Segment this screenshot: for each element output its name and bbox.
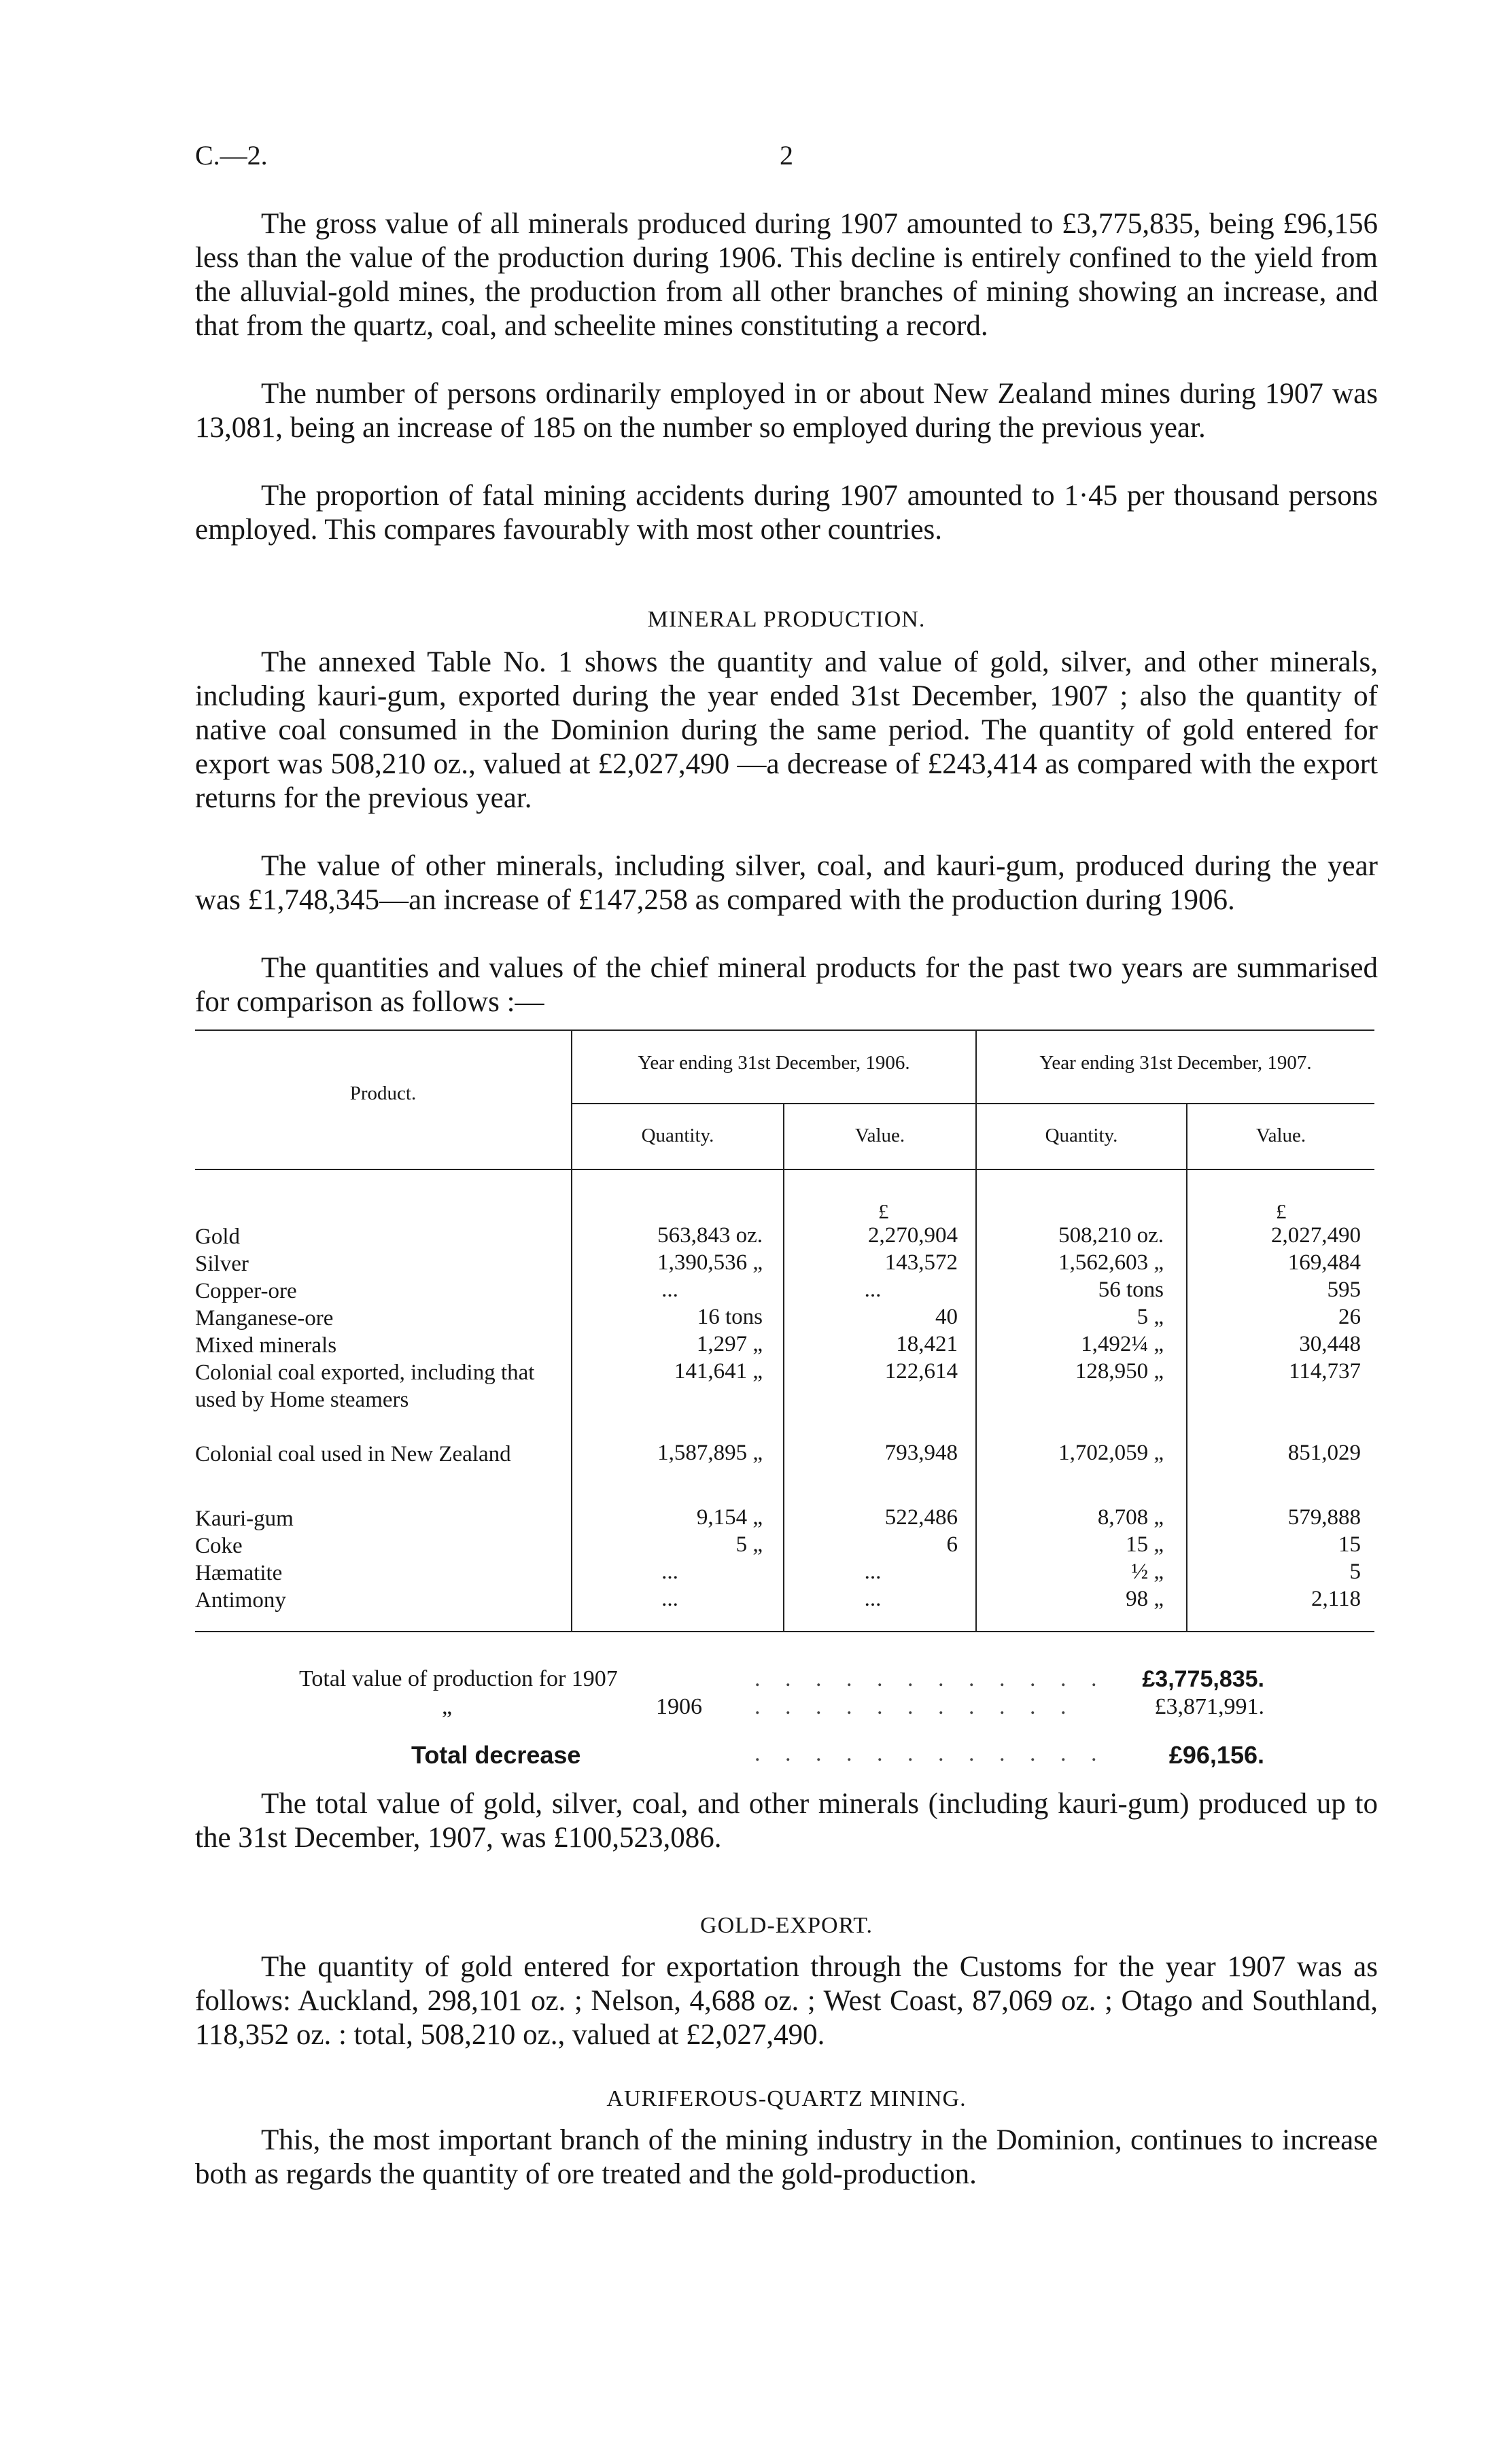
quantity-1907: 56 tons — [1098, 1278, 1164, 1302]
auriferous-quartz-heading: AURIFEROUS-QUARTZ MINING. — [606, 2086, 967, 2111]
product-name: Copper-ore — [195, 1279, 297, 1303]
year-header-rule — [572, 1103, 1374, 1104]
year-1906-header: Year ending 31st December, 1906. — [638, 1052, 910, 1074]
product-name: Coke — [195, 1534, 243, 1558]
quantity-1907: 8,708 „ — [1097, 1505, 1164, 1530]
value-1906: ... — [864, 1587, 882, 1611]
quantity-1906: 1,587,895 „ — [657, 1441, 763, 1465]
product-name: Colonial coal used in New Zealand — [195, 1442, 511, 1466]
dot-leader: . . . . . . . . . . . — [755, 1694, 1076, 1719]
value-1906: ... — [864, 1278, 882, 1302]
product-column-header: Product. — [349, 1083, 417, 1104]
quantity-1907: 128,950 „ — [1075, 1359, 1164, 1384]
quantity-1907: 508,210 oz. — [1058, 1223, 1164, 1248]
value-1906: 6 — [946, 1532, 958, 1557]
value-1907: 595 — [1327, 1278, 1361, 1302]
quantity-1907: 5 „ — [1137, 1305, 1164, 1329]
quantity-1907: 1,492¼ „ — [1081, 1332, 1164, 1356]
header-bottom-rule — [195, 1169, 1374, 1170]
quantity-1906-header: Quantity. — [641, 1125, 714, 1146]
quantity-1907: 1,702,059 „ — [1058, 1441, 1164, 1465]
table-row — [195, 1532, 1374, 1561]
quantity-1906: ... — [661, 1278, 678, 1302]
ditto-mark: „ — [442, 1694, 453, 1719]
quantity-1907: ½ „ — [1131, 1560, 1164, 1584]
value-1906: 2,270,904 — [868, 1223, 958, 1248]
quantity-1906: 1,297 „ — [696, 1332, 763, 1356]
value-1907: 114,737 — [1288, 1359, 1361, 1384]
quantity-1906: 141,641 „ — [674, 1359, 763, 1384]
product-name: Mixed minerals — [195, 1333, 337, 1358]
page-number: 2 — [780, 140, 793, 171]
value-1907: 579,888 — [1287, 1505, 1361, 1530]
total-1906-value: £3,871,991. — [1154, 1694, 1264, 1719]
table-row — [195, 1305, 1374, 1333]
quantity-1907: 15 „ — [1126, 1532, 1164, 1557]
table-row — [195, 1359, 1374, 1412]
table-row — [195, 1441, 1374, 1469]
total-decrease-label: Total decrease — [411, 1741, 581, 1769]
auriferous-quartz-paragraph: This, the most important branch of the mining industry in the Dominion, continues to increase both as regards the quantity of ore treated and the gold-production. — [195, 2124, 1378, 2190]
dot-leader: . . . . . . . . . . . . — [755, 1666, 1107, 1691]
total-decrease-line — [299, 1741, 1264, 1772]
mineral-production-paragraph-1: The annexed Table No. 1 shows the quantity and value of gold, silver, and other minerals, including kauri-gum, exported during the year ended 31st December, 1907 ; also the quantity of native coal consumed in the Dominion during the same period. The quantity of gold entered for export was 508,210 oz., valued at £2,027,490 —a decrease of £243,414 as compared with the export returns for the previous year. — [195, 646, 1378, 814]
total-1906-line — [299, 1694, 1264, 1724]
mineral-production-paragraph-2: The value of other minerals, including silver, coal, and kauri-gum, produced during the year was £1,748,345—an increase of £147,258 as compared with the production during 1906. — [195, 850, 1378, 916]
total-1907-value: £3,775,835. — [1142, 1666, 1264, 1692]
currency-symbol-1907: £ — [1276, 1199, 1287, 1223]
document-reference: C.—2. — [195, 140, 268, 171]
total-1906-year: 1906 — [656, 1694, 702, 1719]
value-1907-header: Value. — [1255, 1125, 1306, 1146]
table-bottom-rule — [195, 1631, 1374, 1632]
quantity-1907-header: Quantity. — [1045, 1125, 1118, 1146]
value-1907: 169,484 — [1287, 1250, 1361, 1275]
gold-export-paragraph: The quantity of gold entered for exportation through the Customs for the year 1907 was as follows: Auckland, 298,101 oz. ; Nelson, 4,688 oz. ; West Coast, 87,069 oz. ; Otago and Southland, 118,352 oz. : total, 508,210 oz., valued at £2,027,490. — [195, 1951, 1378, 2051]
intro-paragraph-3: The proportion of fatal mining accidents during 1907 amounted to 1·45 per thousand persons employed. This compares favourably with most other countries. — [195, 480, 1378, 546]
currency-symbol-1906: £ — [878, 1199, 889, 1223]
value-1907: 2,027,490 — [1271, 1223, 1361, 1248]
table-row — [195, 1560, 1374, 1588]
year-1907-header: Year ending 31st December, 1907. — [1039, 1052, 1312, 1074]
product-name: Colonial coal exported, including that used by Home steamers — [195, 1360, 535, 1412]
total-decrease-value: £96,156. — [1168, 1741, 1264, 1769]
product-name: Kauri-gum — [195, 1507, 294, 1531]
total-1907-line — [299, 1666, 1264, 1696]
quantity-1906: ... — [661, 1560, 678, 1584]
table-row — [195, 1587, 1374, 1615]
value-1907: 851,029 — [1287, 1441, 1361, 1465]
value-1907: 15 — [1338, 1532, 1361, 1557]
value-1906: 522,486 — [884, 1505, 958, 1530]
quantity-1906: 16 tons — [697, 1305, 763, 1329]
mineral-production-heading: MINERAL PRODUCTION. — [647, 607, 926, 632]
total-1907-label: Total value of production for 1907 — [299, 1666, 618, 1691]
table-row — [195, 1332, 1374, 1360]
total-value-paragraph: The total value of gold, silver, coal, and other minerals (including kauri-gum) produced up to the 31st December, 1907, was £100,523,086. — [195, 1788, 1378, 1854]
value-1907: 30,448 — [1299, 1332, 1361, 1356]
value-1906: ... — [864, 1560, 882, 1584]
value-1906: 143,572 — [884, 1250, 958, 1275]
quantity-1906: 1,390,536 „ — [657, 1250, 763, 1275]
value-1906: 40 — [935, 1305, 958, 1329]
quantity-1906: 9,154 „ — [696, 1505, 763, 1530]
value-1906: 122,614 — [884, 1359, 958, 1384]
product-name: Gold — [195, 1225, 240, 1249]
page-header — [195, 139, 1378, 180]
table-row — [195, 1278, 1374, 1306]
quantity-1906: 563,843 oz. — [657, 1223, 763, 1248]
mineral-production-paragraph-3: The quantities and values of the chief mineral products for the past two years are summarised for comparison as follows :— — [195, 952, 1378, 1018]
gold-export-heading: GOLD-EXPORT. — [700, 1913, 873, 1938]
value-1906: 18,421 — [896, 1332, 958, 1356]
value-1906: 793,948 — [884, 1441, 958, 1465]
table-row — [195, 1505, 1374, 1534]
product-name: Manganese-ore — [195, 1306, 334, 1331]
value-1907: 5 — [1349, 1560, 1361, 1584]
quantity-1906: 5 „ — [735, 1532, 763, 1557]
intro-paragraph-2: The number of persons ordinarily employed in or about New Zealand mines during 1907 was 13,081, being an increase of 185 on the number so employed during the previous year. — [195, 378, 1378, 444]
intro-paragraph-1: The gross value of all minerals produced during 1907 amounted to £3,775,835, being £96,156 less than the value of the production during 1906. This decline is entirely confined to the yield from the alluvial-gold mines, the production from all other branches of mining showing an increase, and that from the quartz, coal, and scheelite mines constituting a record. — [195, 208, 1378, 342]
quantity-1906: ... — [661, 1587, 678, 1611]
quantity-1907: 1,562,603 „ — [1058, 1250, 1164, 1275]
quantity-1907: 98 „ — [1126, 1587, 1164, 1611]
table-row — [195, 1223, 1374, 1252]
value-1906-header: Value. — [854, 1125, 905, 1146]
table-top-rule — [195, 1029, 1374, 1031]
comparison-table — [195, 1029, 1374, 1655]
product-name: Antimony — [195, 1588, 286, 1613]
dot-leader: . . . . . . . . . . . . — [755, 1741, 1107, 1766]
product-name: Hæmatite — [195, 1561, 283, 1585]
product-name: Silver — [195, 1252, 249, 1276]
table-row — [195, 1250, 1374, 1279]
value-1907: 2,118 — [1311, 1587, 1361, 1611]
value-1907: 26 — [1338, 1305, 1361, 1329]
